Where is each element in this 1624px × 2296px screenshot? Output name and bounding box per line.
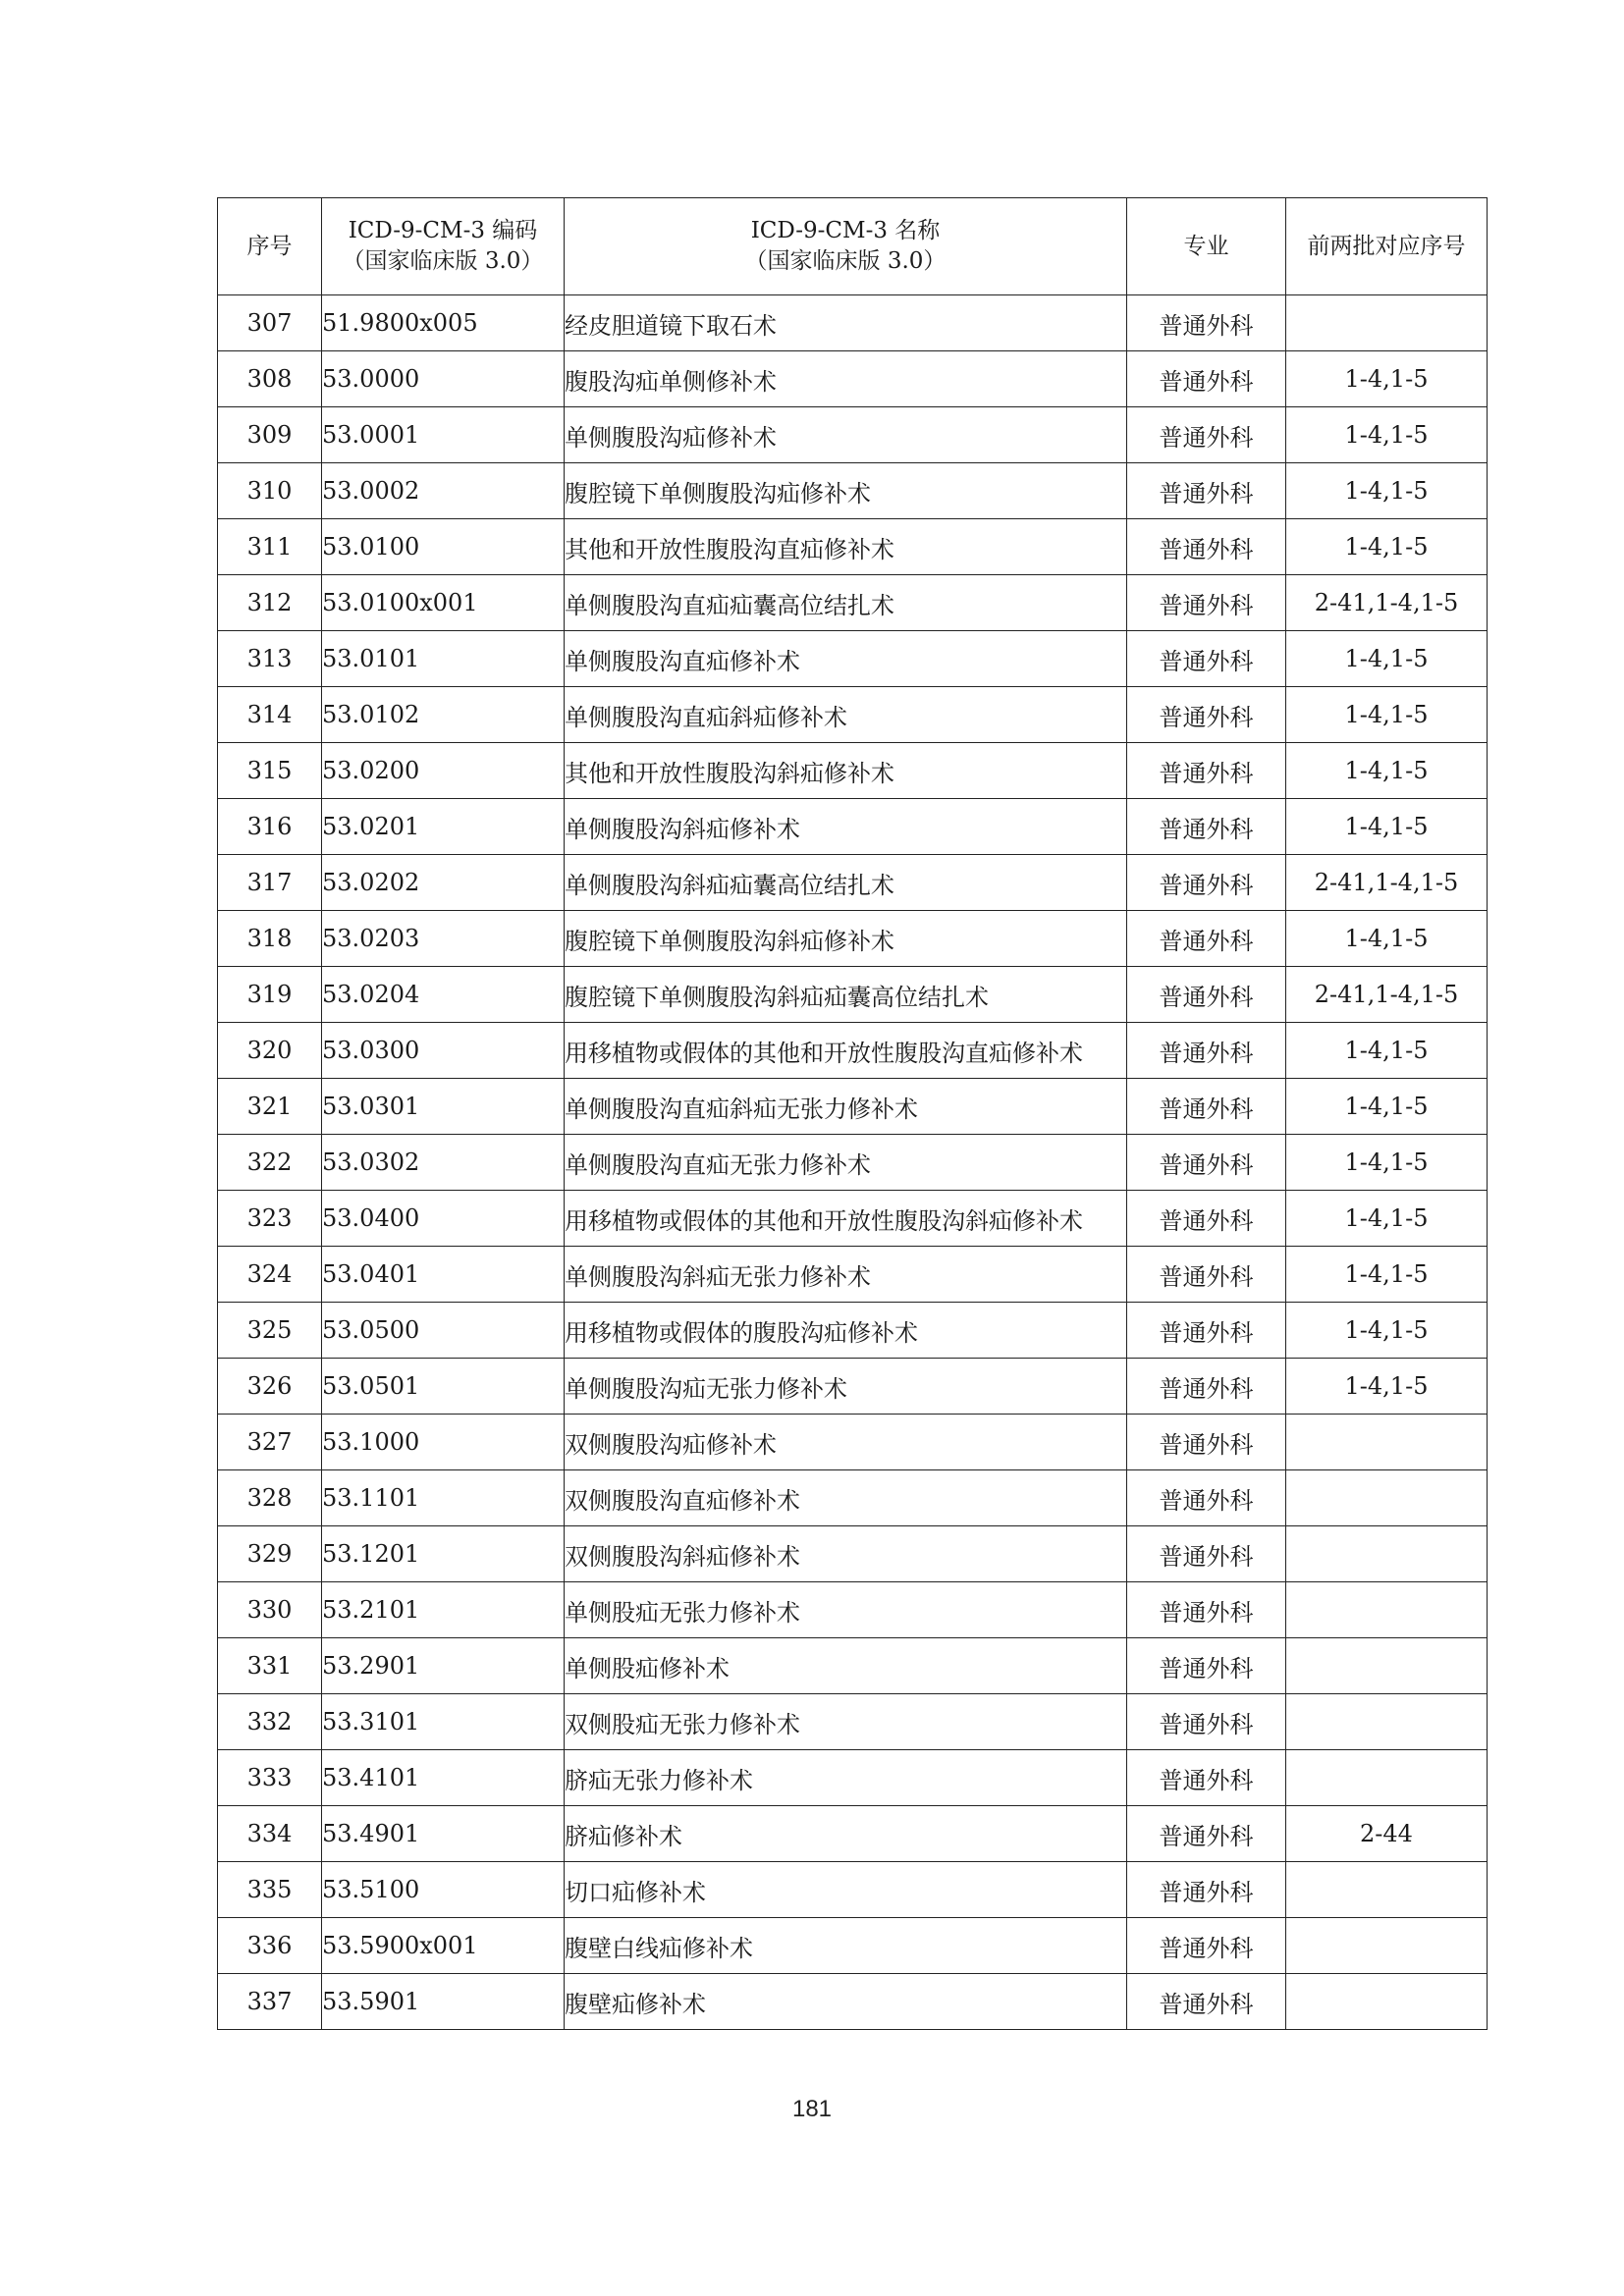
- table-row: [218, 1079, 1488, 1135]
- cell-previous-batch-serial: [1286, 1750, 1488, 1806]
- cell-serial-number: 333: [218, 1750, 322, 1806]
- cell-icd-code: 53.0100: [322, 519, 565, 575]
- header-icd-name-line2: （国家临床版 3.0）: [744, 248, 947, 274]
- cell-specialty: 普通外科: [1127, 855, 1286, 911]
- table-row: [218, 967, 1488, 1023]
- cell-previous-batch-serial: 1-4,1-5: [1286, 1359, 1488, 1415]
- cell-serial-number: 307: [218, 295, 322, 351]
- table-row: [218, 519, 1488, 575]
- cell-serial-number: 318: [218, 911, 322, 967]
- table-row: [218, 1638, 1488, 1694]
- cell-serial-number: 315: [218, 743, 322, 799]
- cell-serial-number: 309: [218, 407, 322, 463]
- header-serial-number: [218, 198, 322, 295]
- cell-serial-number: 337: [218, 1974, 322, 2030]
- table-row: [218, 407, 1488, 463]
- cell-procedure-name: 双侧股疝无张力修补术: [565, 1694, 1127, 1750]
- cell-specialty: 普通外科: [1127, 1582, 1286, 1638]
- cell-serial-number: 324: [218, 1247, 322, 1303]
- table-header: [218, 198, 1488, 295]
- cell-specialty: 普通外科: [1127, 1918, 1286, 1974]
- table-row: [218, 1582, 1488, 1638]
- cell-procedure-name: 单侧腹股沟直疝斜疝修补术: [565, 687, 1127, 743]
- cell-specialty: 普通外科: [1127, 575, 1286, 631]
- cell-procedure-name: 单侧股疝修补术: [565, 1638, 1127, 1694]
- cell-procedure-name: 单侧腹股沟斜疝修补术: [565, 799, 1127, 855]
- cell-procedure-name: 用移植物或假体的腹股沟疝修补术: [565, 1303, 1127, 1359]
- cell-procedure-name: 用移植物或假体的其他和开放性腹股沟直疝修补术: [565, 1023, 1127, 1079]
- cell-serial-number: 323: [218, 1191, 322, 1247]
- cell-serial-number: 326: [218, 1359, 322, 1415]
- cell-serial-number: 332: [218, 1694, 322, 1750]
- cell-previous-batch-serial: [1286, 1638, 1488, 1694]
- cell-serial-number: 319: [218, 967, 322, 1023]
- cell-serial-number: 330: [218, 1582, 322, 1638]
- table-row: [218, 351, 1488, 407]
- cell-previous-batch-serial: 2-41,1-4,1-5: [1286, 967, 1488, 1023]
- cell-specialty: 普通外科: [1127, 463, 1286, 519]
- cell-procedure-name: 单侧腹股沟直疝修补术: [565, 631, 1127, 687]
- cell-previous-batch-serial: [1286, 1694, 1488, 1750]
- cell-specialty: 普通外科: [1127, 1303, 1286, 1359]
- cell-icd-code: 53.0200: [322, 743, 565, 799]
- icd-procedure-table: [217, 197, 1488, 2030]
- header-specialty-label: 专业: [1183, 233, 1229, 259]
- table-row: [218, 1918, 1488, 1974]
- cell-icd-code: 51.9800x005: [322, 295, 565, 351]
- table-row: [218, 1526, 1488, 1582]
- cell-specialty: 普通外科: [1127, 911, 1286, 967]
- cell-serial-number: 311: [218, 519, 322, 575]
- cell-procedure-name: 双侧腹股沟直疝修补术: [565, 1470, 1127, 1526]
- table-row: [218, 1415, 1488, 1470]
- cell-icd-code: 53.2901: [322, 1638, 565, 1694]
- cell-specialty: 普通外科: [1127, 743, 1286, 799]
- cell-serial-number: 321: [218, 1079, 322, 1135]
- cell-procedure-name: 单侧腹股沟疝无张力修补术: [565, 1359, 1127, 1415]
- cell-previous-batch-serial: [1286, 1582, 1488, 1638]
- cell-previous-batch-serial: 1-4,1-5: [1286, 463, 1488, 519]
- cell-icd-code: 53.0001: [322, 407, 565, 463]
- cell-procedure-name: 双侧腹股沟斜疝修补术: [565, 1526, 1127, 1582]
- cell-specialty: 普通外科: [1127, 351, 1286, 407]
- cell-serial-number: 317: [218, 855, 322, 911]
- cell-procedure-name: 脐疝无张力修补术: [565, 1750, 1127, 1806]
- cell-icd-code: 53.0401: [322, 1247, 565, 1303]
- table-row: [218, 295, 1488, 351]
- cell-previous-batch-serial: 1-4,1-5: [1286, 743, 1488, 799]
- cell-icd-code: 53.0203: [322, 911, 565, 967]
- table-row: [218, 1023, 1488, 1079]
- cell-icd-code: 53.0101: [322, 631, 565, 687]
- cell-previous-batch-serial: 1-4,1-5: [1286, 1303, 1488, 1359]
- cell-specialty: 普通外科: [1127, 1694, 1286, 1750]
- cell-procedure-name: 单侧腹股沟直疝无张力修补术: [565, 1135, 1127, 1191]
- cell-serial-number: 308: [218, 351, 322, 407]
- cell-previous-batch-serial: 1-4,1-5: [1286, 519, 1488, 575]
- cell-specialty: 普通外科: [1127, 1191, 1286, 1247]
- cell-specialty: 普通外科: [1127, 407, 1286, 463]
- cell-specialty: 普通外科: [1127, 967, 1286, 1023]
- cell-specialty: 普通外科: [1127, 519, 1286, 575]
- cell-icd-code: 53.0302: [322, 1135, 565, 1191]
- cell-previous-batch-serial: 1-4,1-5: [1286, 911, 1488, 967]
- cell-icd-code: 53.5900x001: [322, 1918, 565, 1974]
- cell-previous-batch-serial: 2-41,1-4,1-5: [1286, 575, 1488, 631]
- header-icd-name-line1: ICD-9-CM-3 名称: [750, 218, 941, 243]
- cell-procedure-name: 单侧腹股沟斜疝无张力修补术: [565, 1247, 1127, 1303]
- cell-procedure-name: 用移植物或假体的其他和开放性腹股沟斜疝修补术: [565, 1191, 1127, 1247]
- cell-icd-code: 53.1101: [322, 1470, 565, 1526]
- table-row: [218, 1750, 1488, 1806]
- cell-previous-batch-serial: 1-4,1-5: [1286, 799, 1488, 855]
- cell-procedure-name: 单侧腹股沟斜疝疝囊高位结扎术: [565, 855, 1127, 911]
- cell-previous-batch-serial: [1286, 1918, 1488, 1974]
- cell-specialty: 普通外科: [1127, 1526, 1286, 1582]
- header-row: [218, 198, 1488, 295]
- cell-previous-batch-serial: [1286, 1862, 1488, 1918]
- table-row: [218, 1359, 1488, 1415]
- cell-specialty: 普通外科: [1127, 1862, 1286, 1918]
- cell-serial-number: 314: [218, 687, 322, 743]
- table-row: [218, 743, 1488, 799]
- cell-previous-batch-serial: 1-4,1-5: [1286, 1247, 1488, 1303]
- cell-icd-code: 53.0204: [322, 967, 565, 1023]
- cell-serial-number: 322: [218, 1135, 322, 1191]
- cell-specialty: 普通外科: [1127, 1247, 1286, 1303]
- cell-serial-number: 325: [218, 1303, 322, 1359]
- header-icd-code: [322, 198, 565, 295]
- cell-previous-batch-serial: 1-4,1-5: [1286, 351, 1488, 407]
- cell-icd-code: 53.4901: [322, 1806, 565, 1862]
- cell-icd-code: 53.1201: [322, 1526, 565, 1582]
- table-row: [218, 1247, 1488, 1303]
- cell-procedure-name: 其他和开放性腹股沟斜疝修补术: [565, 743, 1127, 799]
- cell-procedure-name: 腹腔镜下单侧腹股沟斜疝修补术: [565, 911, 1127, 967]
- cell-previous-batch-serial: 2-41,1-4,1-5: [1286, 855, 1488, 911]
- table-row: [218, 687, 1488, 743]
- cell-serial-number: 313: [218, 631, 322, 687]
- cell-icd-code: 53.0000: [322, 351, 565, 407]
- table-row: [218, 1694, 1488, 1750]
- header-serial-number-label: 序号: [246, 233, 293, 259]
- cell-previous-batch-serial: [1286, 1415, 1488, 1470]
- cell-icd-code: 53.0501: [322, 1359, 565, 1415]
- cell-icd-code: 53.3101: [322, 1694, 565, 1750]
- cell-specialty: 普通外科: [1127, 631, 1286, 687]
- cell-specialty: 普通外科: [1127, 1638, 1286, 1694]
- cell-serial-number: 335: [218, 1862, 322, 1918]
- table-row: [218, 1862, 1488, 1918]
- table-row: [218, 1974, 1488, 2030]
- table-row: [218, 1191, 1488, 1247]
- cell-procedure-name: 切口疝修补术: [565, 1862, 1127, 1918]
- page-number: 181: [791, 2096, 833, 2122]
- cell-specialty: 普通外科: [1127, 1023, 1286, 1079]
- header-icd-code-line1: ICD-9-CM-3 编码: [348, 218, 538, 243]
- cell-specialty: 普通外科: [1127, 1974, 1286, 2030]
- cell-specialty: 普通外科: [1127, 1079, 1286, 1135]
- cell-specialty: 普通外科: [1127, 1806, 1286, 1862]
- cell-icd-code: 53.2101: [322, 1582, 565, 1638]
- cell-previous-batch-serial: 1-4,1-5: [1286, 1135, 1488, 1191]
- cell-procedure-name: 腹腔镜下单侧腹股沟斜疝疝囊高位结扎术: [565, 967, 1127, 1023]
- table-row: [218, 1806, 1488, 1862]
- cell-previous-batch-serial: [1286, 1526, 1488, 1582]
- cell-specialty: 普通外科: [1127, 1415, 1286, 1470]
- table-row: [218, 1135, 1488, 1191]
- cell-procedure-name: 腹股沟疝单侧修补术: [565, 351, 1127, 407]
- cell-procedure-name: 单侧腹股沟疝修补术: [565, 407, 1127, 463]
- cell-procedure-name: 腹壁疝修补术: [565, 1974, 1127, 2030]
- cell-serial-number: 312: [218, 575, 322, 631]
- table-body: [218, 295, 1488, 2030]
- cell-specialty: 普通外科: [1127, 1750, 1286, 1806]
- cell-specialty: 普通外科: [1127, 799, 1286, 855]
- cell-icd-code: 53.0400: [322, 1191, 565, 1247]
- cell-icd-code: 53.0202: [322, 855, 565, 911]
- cell-icd-code: 53.1000: [322, 1415, 565, 1470]
- cell-icd-code: 53.0201: [322, 799, 565, 855]
- cell-procedure-name: 单侧腹股沟直疝斜疝无张力修补术: [565, 1079, 1127, 1135]
- table-row: [218, 855, 1488, 911]
- cell-specialty: 普通外科: [1127, 1470, 1286, 1526]
- header-icd-name: [565, 198, 1127, 295]
- cell-icd-code: 53.0002: [322, 463, 565, 519]
- table-row: [218, 1303, 1488, 1359]
- cell-serial-number: 329: [218, 1526, 322, 1582]
- cell-previous-batch-serial: 1-4,1-5: [1286, 1191, 1488, 1247]
- cell-procedure-name: 双侧腹股沟疝修补术: [565, 1415, 1127, 1470]
- cell-serial-number: 334: [218, 1806, 322, 1862]
- cell-icd-code: 53.0100x001: [322, 575, 565, 631]
- cell-specialty: 普通外科: [1127, 295, 1286, 351]
- table-row: [218, 911, 1488, 967]
- cell-previous-batch-serial: [1286, 1470, 1488, 1526]
- cell-procedure-name: 脐疝修补术: [565, 1806, 1127, 1862]
- header-icd-code-line2: （国家临床版 3.0）: [342, 248, 544, 274]
- cell-previous-batch-serial: 1-4,1-5: [1286, 687, 1488, 743]
- table-row: [218, 799, 1488, 855]
- table-row: [218, 463, 1488, 519]
- cell-previous-batch-serial: 2-44: [1286, 1806, 1488, 1862]
- table-row: [218, 575, 1488, 631]
- cell-icd-code: 53.0102: [322, 687, 565, 743]
- cell-icd-code: 53.5100: [322, 1862, 565, 1918]
- header-specialty: [1127, 198, 1286, 295]
- cell-serial-number: 331: [218, 1638, 322, 1694]
- cell-serial-number: 327: [218, 1415, 322, 1470]
- cell-serial-number: 316: [218, 799, 322, 855]
- cell-icd-code: 53.0301: [322, 1079, 565, 1135]
- cell-procedure-name: 单侧股疝无张力修补术: [565, 1582, 1127, 1638]
- cell-previous-batch-serial: [1286, 295, 1488, 351]
- cell-procedure-name: 单侧腹股沟直疝疝囊高位结扎术: [565, 575, 1127, 631]
- cell-icd-code: 53.0500: [322, 1303, 565, 1359]
- table-row: [218, 631, 1488, 687]
- cell-serial-number: 320: [218, 1023, 322, 1079]
- cell-specialty: 普通外科: [1127, 1359, 1286, 1415]
- cell-serial-number: 310: [218, 463, 322, 519]
- table-row: [218, 1470, 1488, 1526]
- cell-icd-code: 53.0300: [322, 1023, 565, 1079]
- cell-serial-number: 336: [218, 1918, 322, 1974]
- cell-icd-code: 53.5901: [322, 1974, 565, 2030]
- header-previous-batch-serial-label: 前两批对应序号: [1307, 233, 1466, 259]
- cell-previous-batch-serial: [1286, 1974, 1488, 2030]
- cell-procedure-name: 腹腔镜下单侧腹股沟疝修补术: [565, 463, 1127, 519]
- cell-previous-batch-serial: 1-4,1-5: [1286, 1079, 1488, 1135]
- cell-previous-batch-serial: 1-4,1-5: [1286, 407, 1488, 463]
- cell-specialty: 普通外科: [1127, 1135, 1286, 1191]
- cell-procedure-name: 腹壁白线疝修补术: [565, 1918, 1127, 1974]
- cell-specialty: 普通外科: [1127, 687, 1286, 743]
- cell-procedure-name: 经皮胆道镜下取石术: [565, 295, 1127, 351]
- cell-procedure-name: 其他和开放性腹股沟直疝修补术: [565, 519, 1127, 575]
- cell-previous-batch-serial: 1-4,1-5: [1286, 631, 1488, 687]
- header-previous-batch-serial: [1286, 198, 1488, 295]
- cell-icd-code: 53.4101: [322, 1750, 565, 1806]
- cell-previous-batch-serial: 1-4,1-5: [1286, 1023, 1488, 1079]
- cell-serial-number: 328: [218, 1470, 322, 1526]
